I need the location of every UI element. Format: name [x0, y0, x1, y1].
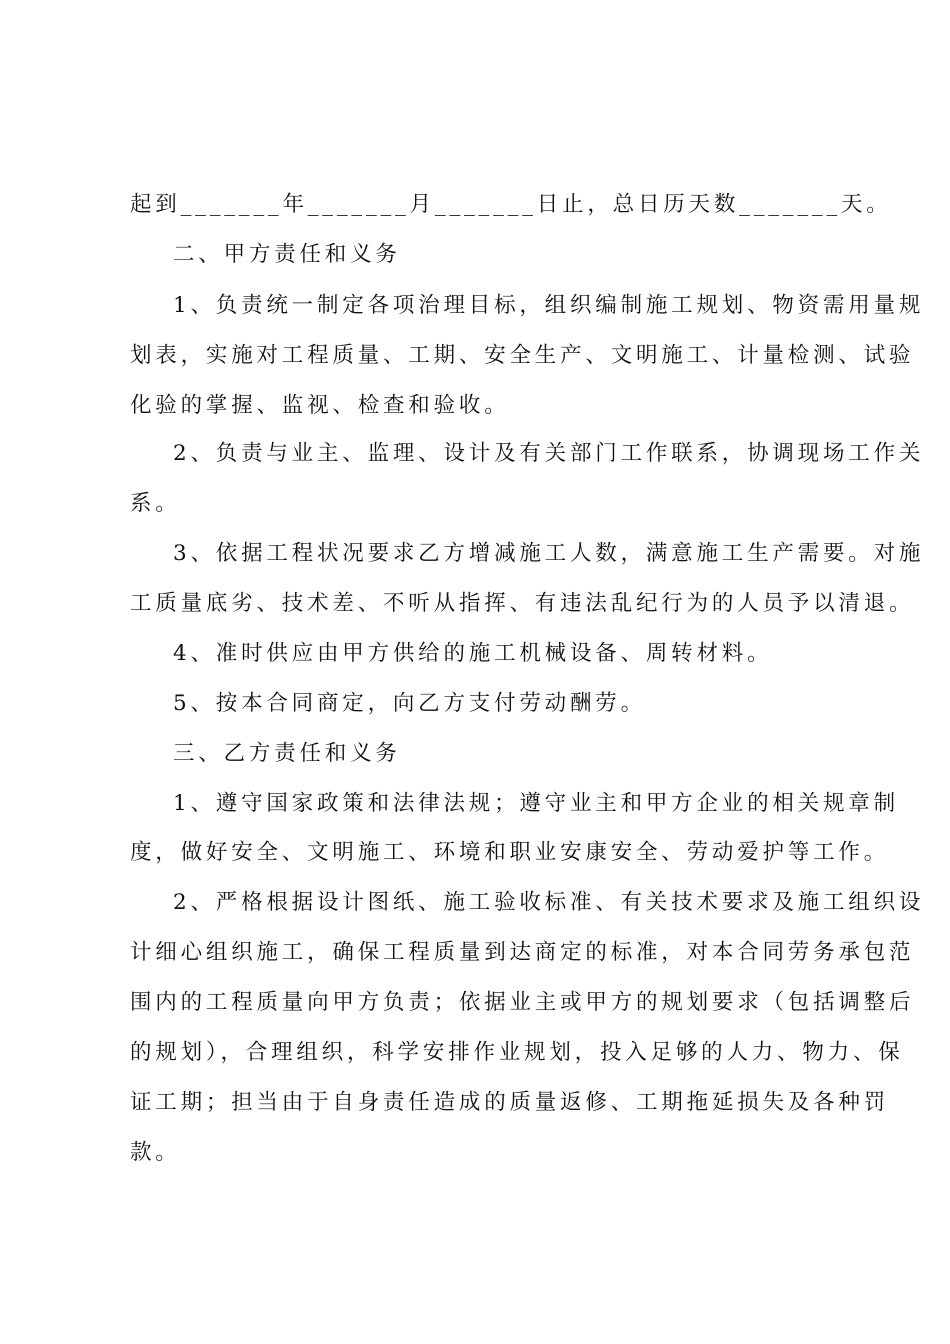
party-b-clause-1-line-2: 度，做好安全、文明施工、环境和职业安康安全、劳动爱护等工作。 — [130, 840, 890, 865]
schedule-line: 起到_______年_______月_______日止，总日历天数_______天。 — [130, 192, 892, 217]
party-b-clause-2-line-6: 款。 — [130, 1140, 181, 1165]
party-b-clause-2-line-1: 2、严格根据设计图纸、施工验收标准、有关技术要求及施工组织设 — [173, 890, 925, 915]
party-b-clause-2-line-5: 证工期；担当由于自身责任造成的质量返修、工期拖延损失及各种罚 — [130, 1090, 890, 1115]
party-a-clause-2-line-1: 2、负责与业主、监理、设计及有关部门工作联系，协调现场工作关 — [173, 441, 925, 466]
section-heading-party-a: 二、甲方责任和义务 — [173, 242, 401, 267]
party-a-clause-1-line-2: 划表，实施对工程质量、工期、安全生产、文明施工、计量检测、试验 — [130, 343, 915, 368]
party-a-clause-1-line-3: 化验的掌握、监视、检查和验收。 — [130, 393, 510, 418]
party-b-clause-2-line-4: 的规划），合理组织，科学安排作业规划，投入足够的人力、物力、保 — [130, 1040, 904, 1065]
party-a-clause-3-line-2: 工质量底劣、技术差、不听从指挥、有违法乱纪行为的人员予以清退。 — [130, 591, 915, 616]
party-a-clause-5: 5、按本合同商定，向乙方支付劳动酬劳。 — [173, 691, 646, 716]
section-heading-party-b: 三、乙方责任和义务 — [173, 741, 401, 766]
party-a-clause-2-line-2: 系。 — [130, 491, 181, 516]
party-a-clause-3-line-1: 3、依据工程状况要求乙方增减施工人数，满意施工生产需要。对施 — [173, 541, 925, 566]
party-a-clause-1-line-1: 1、负责统一制定各项治理目标，组织编制施工规划、物资需用量规 — [173, 293, 925, 318]
party-b-clause-1-line-1: 1、遵守国家政策和法律法规；遵守业主和甲方企业的相关规章制 — [173, 791, 899, 816]
party-a-clause-4: 4、准时供应由甲方供给的施工机械设备、周转材料。 — [173, 641, 773, 666]
party-b-clause-2-line-3: 围内的工程质量向甲方负责；依据业主或甲方的规划要求（包括调整后 — [130, 990, 915, 1015]
party-b-clause-2-line-2: 计细心组织施工，确保工程质量到达商定的标准，对本合同劳务承包范 — [130, 940, 915, 965]
